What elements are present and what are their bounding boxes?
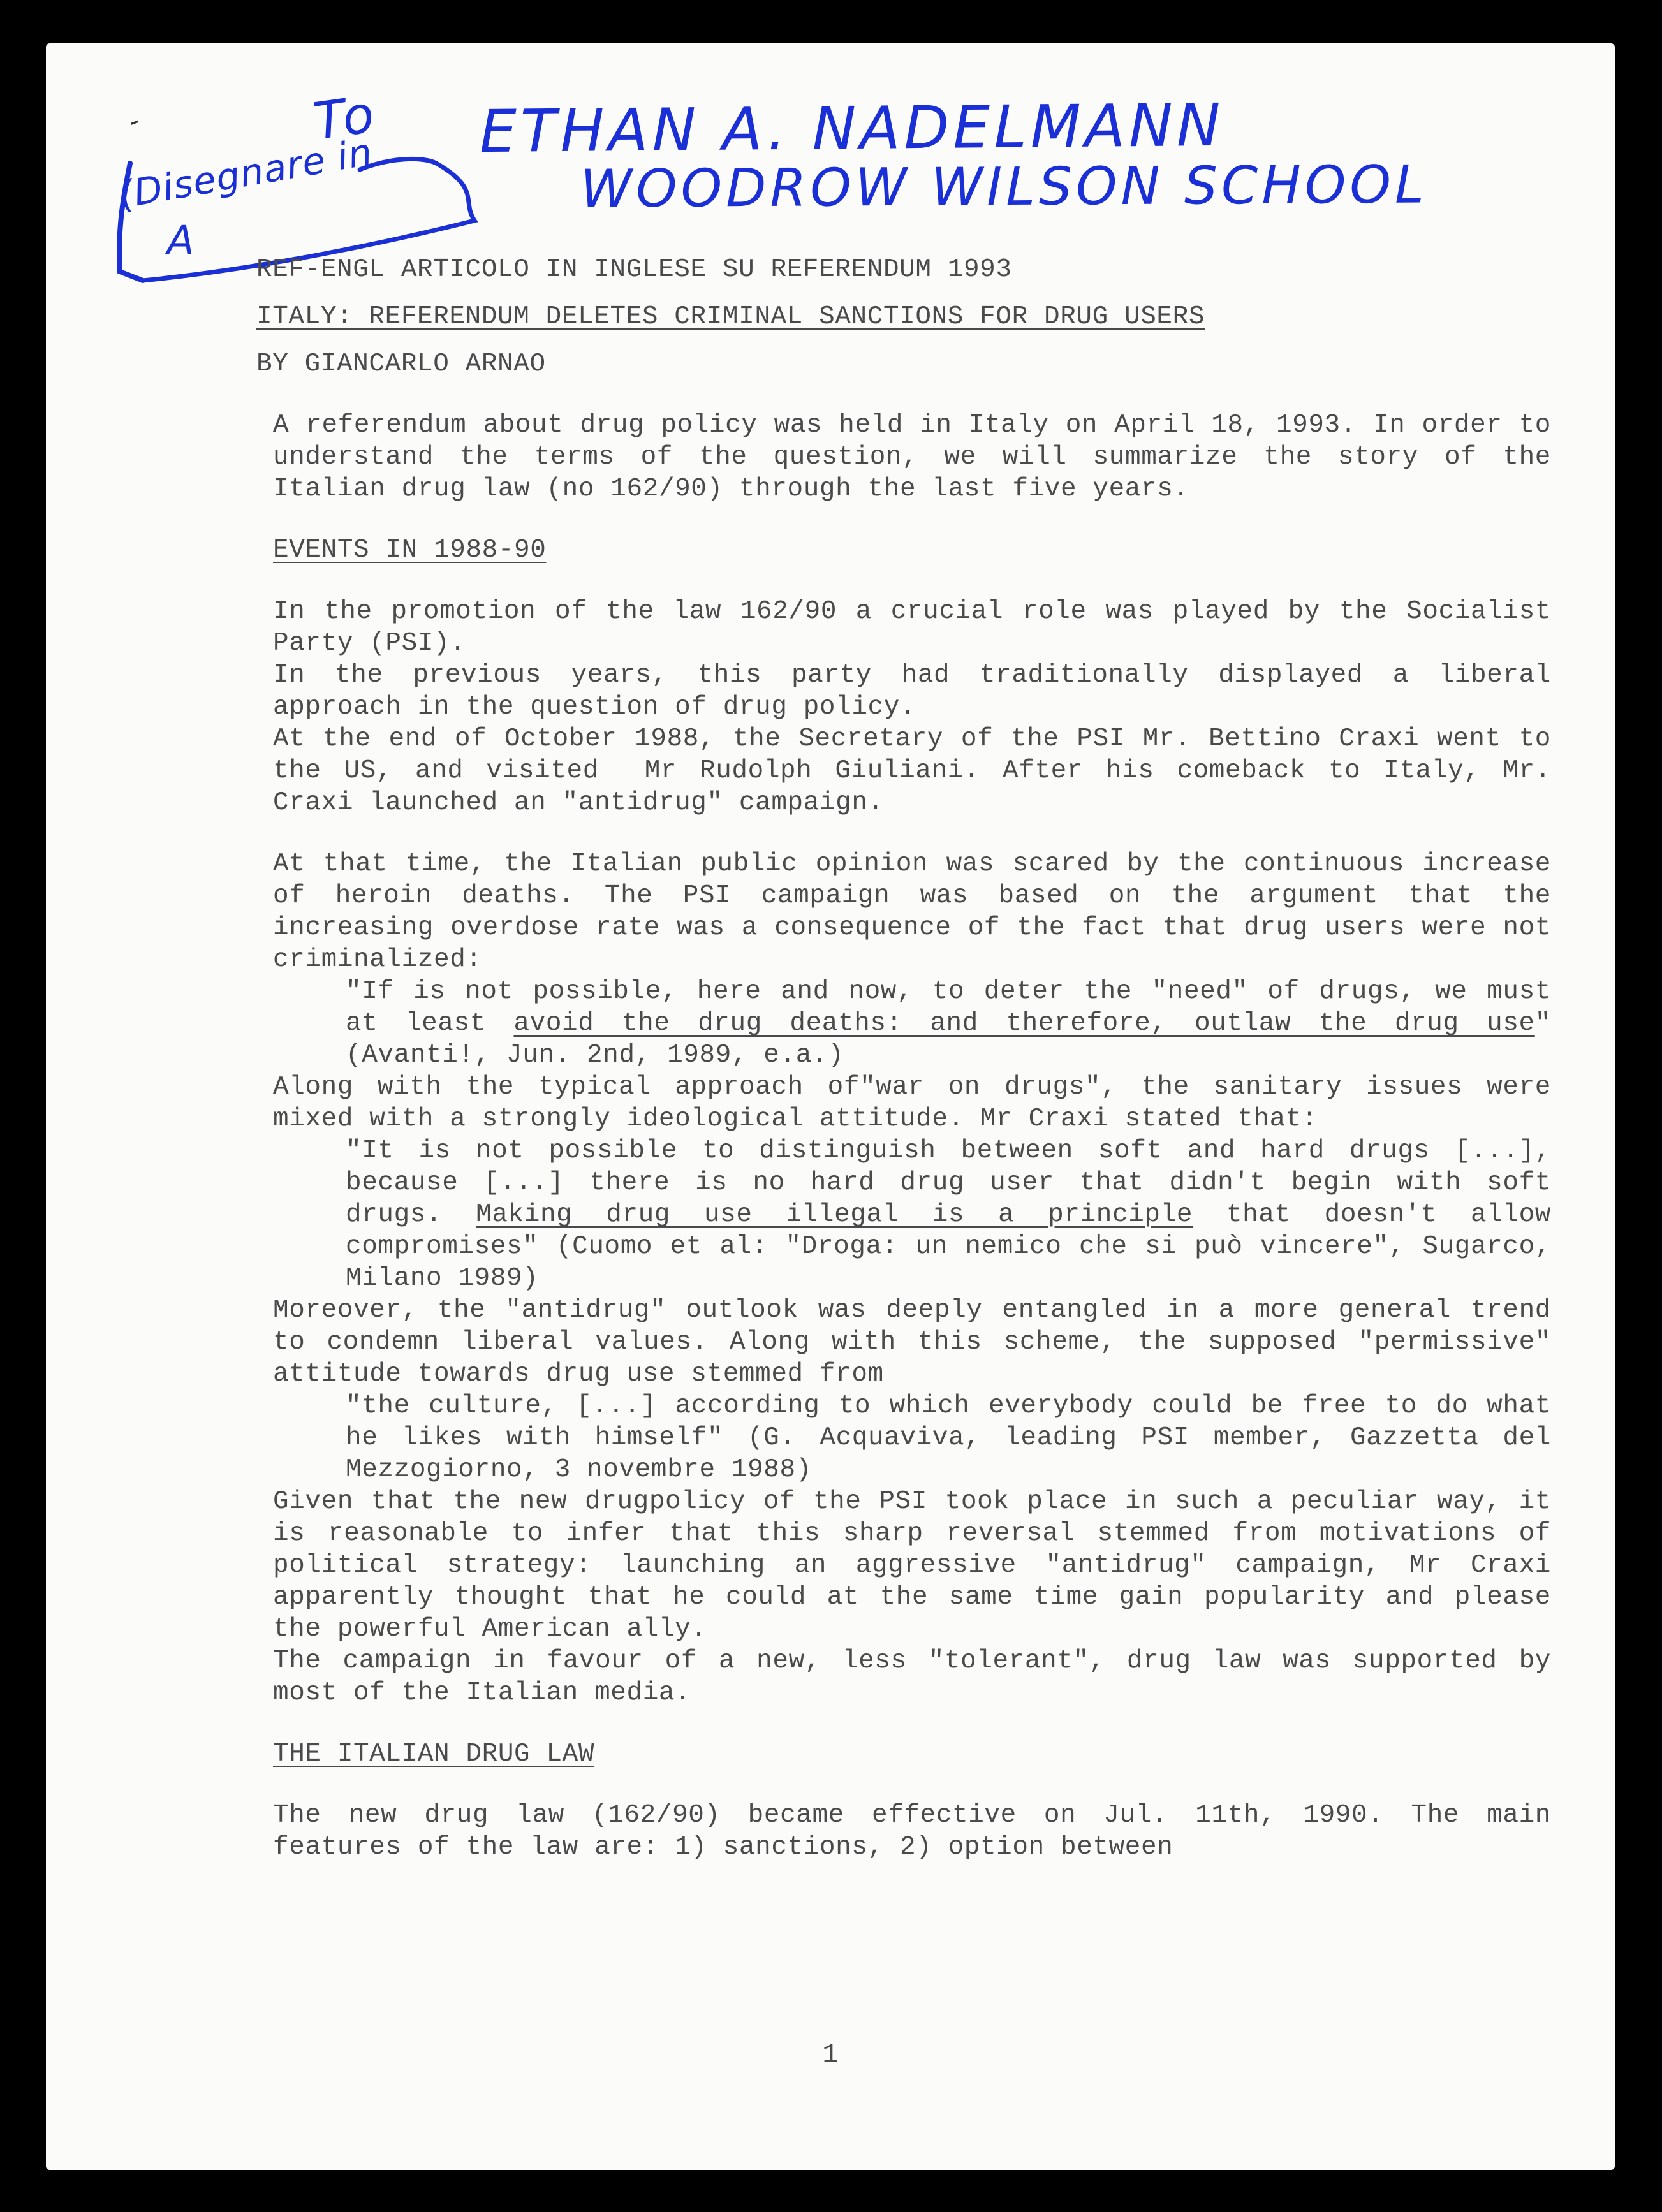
- page-number: 1: [822, 2039, 839, 2070]
- quote-underlined: avoid the drug deaths: and therefore, outlaw the drug use: [513, 1009, 1535, 1038]
- handwritten-recipient-school: WOODROW WILSON SCHOOL: [580, 154, 1428, 220]
- quote-acquaviva: "the culture, [...] according to which everybody could be free to do what he likes with himself" (G. Acquaviva, leading PSI member, Gazzetta del Mezzogiorno, 3 novembre 1988): [346, 1391, 1568, 1484]
- section-heading-events: EVENTS IN 1988-90: [273, 536, 547, 565]
- ref-line: REF-ENGL ARTICOLO IN INGLESE SU REFERENDUM 1993: [256, 255, 1012, 284]
- section-heading-drug-law: THE ITALIAN DRUG LAW: [273, 1740, 595, 1769]
- handwritten-dash: -: [124, 103, 147, 138]
- handwritten-recipient-name: ETHAN A. NADELMANN: [479, 91, 1225, 166]
- paragraph: Given that the new drugpolicy of the PSI took place in such a peculiar way, it is reasonable to infer that this sharp reversal stemmed from motivations of political strategy: launching an aggressive "antidrug" campaign, Mr Craxi apparently thought that he could at the same time gain popularity and please the powerful American ally.: [273, 1487, 1568, 1644]
- paragraph: Moreover, the "antidrug" outlook was deeply entangled in a more general trend to condemn liberal values. Along with this scheme, the supposed "permissive" attitude towards drug use stemmed from: [273, 1296, 1568, 1389]
- quote-text: "If is not possible, here and now, to deter the "need" of drugs, we must at least: [346, 977, 1568, 1038]
- quote-craxi: [256, 1135, 1568, 1294]
- paragraph: At that time, the Italian public opinion was scared by the continuous increase of heroin deaths. The PSI campaign was based on the argument that the increasing overdose rate was a consequence of the fact that drug users were not criminalized:: [273, 849, 1568, 974]
- handwritten-note: (Disegnare in: [115, 129, 376, 217]
- intro-paragraph: A referendum about drug policy was held in Italy on April 18, 1993. In order to understand the terms of the question, we will summarize the story of the Italian drug law (no 162/90) through the last five years.: [273, 411, 1568, 504]
- paragraph: The campaign in favour of a new, less "tolerant", drug law was supported by most of the Italian media.: [273, 1646, 1568, 1708]
- quote-avanti: [256, 976, 1568, 1071]
- paragraph: Along with the typical approach of"war on drugs", the sanitary issues were mixed with a strongly ideological attitude. Mr Craxi stated that:: [273, 1073, 1568, 1134]
- quote-citation: that doesn't allow compromises" (Cuomo et al: "Droga: un nemico che si può vincere", Sugarco, Milano 1989): [346, 1200, 1568, 1293]
- handwritten-to: To: [310, 84, 381, 152]
- handwritten-note-letter: A: [167, 217, 198, 263]
- quote-underlined: Making drug use illegal is a principle: [476, 1200, 1193, 1229]
- paragraph: The new drug law (162/90) became effective on Jul. 11th, 1990. The main features of the law are: 1) sanctions, 2) option between: [273, 1801, 1568, 1862]
- paragraph: In the promotion of the law 162/90 a crucial role was played by the Socialist Party (PSI).: [273, 597, 1568, 658]
- quote-citation: " (Avanti!, Jun. 2nd, 1989, e.a.): [346, 1009, 1568, 1070]
- paragraph: In the previous years, this party had traditionally displayed a liberal approach in the question of drug policy.: [273, 661, 1568, 722]
- document-page: [46, 43, 1615, 2170]
- paragraph: At the end of October 1988, the Secretary of the PSI Mr. Bettino Craxi went to the US, and visited Mr Rudolph Giuliani. After his comeback to Italy, Mr. Craxi launched an "antidrug" campaign.: [273, 724, 1568, 817]
- byline: BY GIANCARLO ARNAO: [256, 349, 546, 379]
- document-body: [256, 254, 1568, 1863]
- quote-text: "It is not possible to distinguish between soft and hard drugs [...], because [...] there is no hard drug user that didn't begin with soft drugs.: [346, 1136, 1568, 1229]
- document-title: ITALY: REFERENDUM DELETES CRIMINAL SANCTIONS FOR DRUG USERS: [256, 302, 1205, 332]
